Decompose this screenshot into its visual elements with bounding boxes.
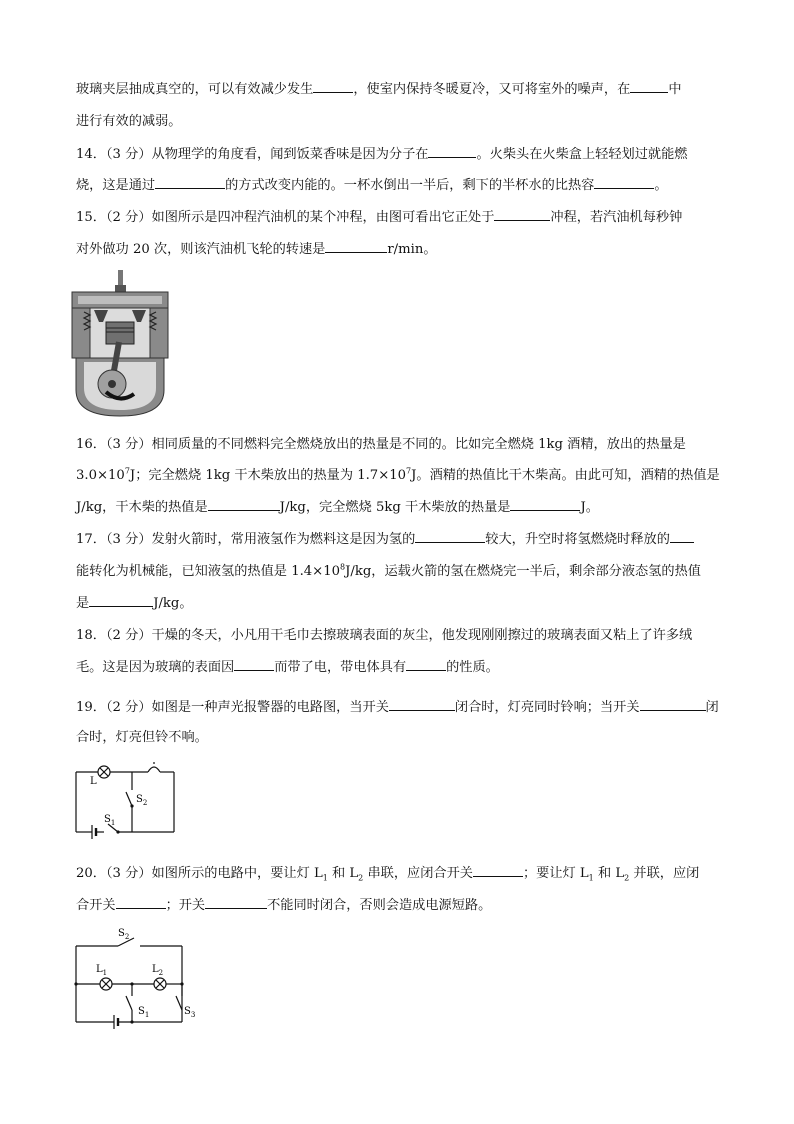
answer-blank[interactable] <box>389 698 455 711</box>
answer-blank[interactable] <box>234 658 274 671</box>
answer-blank[interactable] <box>313 80 353 93</box>
answer-blank[interactable] <box>155 176 225 189</box>
engine-figure <box>70 270 170 422</box>
answer-blank[interactable] <box>205 896 267 909</box>
answer-blank[interactable] <box>594 176 654 189</box>
q14-line-2: 烧，这是通过 的方式改变内能的。一杯水倒出一半后，剩下的半杯水的比热容 。 <box>76 178 668 193</box>
answer-blank[interactable] <box>630 80 668 93</box>
answer-blank[interactable] <box>670 530 694 543</box>
q19-line-1: 19．（2 分）如图是一种声光报警器的电路图，当开关 闭合时，灯亮同时铃响；当开关 闭 <box>76 700 719 715</box>
series-parallel-circuit-diagram <box>70 926 194 1034</box>
q13-line-2: 进行有效的减弱。 <box>76 114 182 129</box>
answer-blank[interactable] <box>406 658 446 671</box>
q17-line-2: 能转化为机械能，已知液氢的热值是 $1.4\times 10^8J/kg$，运载火箭的氢在燃烧完一半后，剩余部分液态氢的热值 <box>76 562 701 579</box>
q20-line-2: 合开关 ；开关 不能同时闭合，否则会造成电源短路。 <box>76 898 492 913</box>
q15-line-1: 15．（2 分）如图所示是四冲程汽油机的某个冲程，由图可看出它正处于 冲程，若汽油机每秒钟 <box>76 210 683 225</box>
switch-s3-label: $S_3$ <box>184 1006 196 1019</box>
q15-line-2: 对外做功 20 次，则该汽油机飞轮的转速是 r/min。 <box>76 242 437 257</box>
switch-s2-label: $S_2$ <box>118 928 130 941</box>
q19-line-2: 合时，灯亮但铃不响。 <box>76 730 208 745</box>
answer-blank[interactable] <box>89 594 153 607</box>
answer-blank[interactable] <box>415 530 485 543</box>
switch-s1-label: $S_1$ <box>104 814 116 827</box>
q20-line-1: 20．（3 分）如图所示的电路中，要让灯 $L_1$ 和 $L_2$ 串联，应闭合开关 ；要让灯 $L_1$ 和 $L_2$ 并联，应闭 <box>76 866 700 883</box>
lamp-l2-label: $L_2$ <box>152 964 164 977</box>
answer-blank[interactable] <box>494 208 550 221</box>
q16-line-3: J/kg，干木柴的热值是 J/kg，完全燃烧 5kg 干木柴放的热量是 J。 <box>76 500 599 515</box>
answer-blank[interactable] <box>510 498 580 511</box>
answer-blank[interactable] <box>325 240 387 253</box>
q18-line-1: 18．（2 分）干燥的冬天，小凡用干毛巾去擦玻璃表面的灰尘，他发现刚刚擦过的玻璃表面又粘上了许多绒 <box>76 628 693 643</box>
q16-line-2: $3.0\times 10^7J$；完全燃烧 1kg 干木柴放出的热量为 $1.7\times 10^7J$。酒精的热值比干木柴高。由此可知，酒精的热值是 <box>76 466 720 483</box>
answer-blank[interactable] <box>116 896 166 909</box>
alarm-circuit-diagram <box>70 758 180 842</box>
q13-line-1: 玻璃夹层抽成真空的，可以有效减少发生 ，使室内保持冬暖夏冷，又可将室外的噪声，在 中 <box>76 82 682 97</box>
q18-line-2: 毛。这是因为玻璃的表面因 而带了电，带电体具有 的性质。 <box>76 660 499 675</box>
q16-line-1: 16．（3 分）相同质量的不同燃料完全燃烧放出的热量是不同的。比如完全燃烧 1kg 酒精，放出的热量是 <box>76 437 686 452</box>
lamp-label: L <box>90 776 97 787</box>
switch-s1-label: $S_1$ <box>138 1006 150 1019</box>
switch-s2-label: $S_2$ <box>136 794 148 807</box>
q14-line-1: 14．（3 分）从物理学的角度看，闻到饭菜香味是因为分子在 。火柴头在火柴盒上轻轻划过就能燃 <box>76 147 688 162</box>
lamp-l1-label: $L_1$ <box>96 964 108 977</box>
answer-blank[interactable] <box>208 498 280 511</box>
q17-line-1: 17．（3 分）发射火箭时，常用液氢作为燃料这是因为氢的 较大，升空时将氢燃烧时释放的 <box>76 530 694 550</box>
answer-blank[interactable] <box>640 698 706 711</box>
answer-blank[interactable] <box>428 145 476 158</box>
q17-line-3: 是 J/kg。 <box>76 596 193 611</box>
answer-blank[interactable] <box>473 864 523 877</box>
